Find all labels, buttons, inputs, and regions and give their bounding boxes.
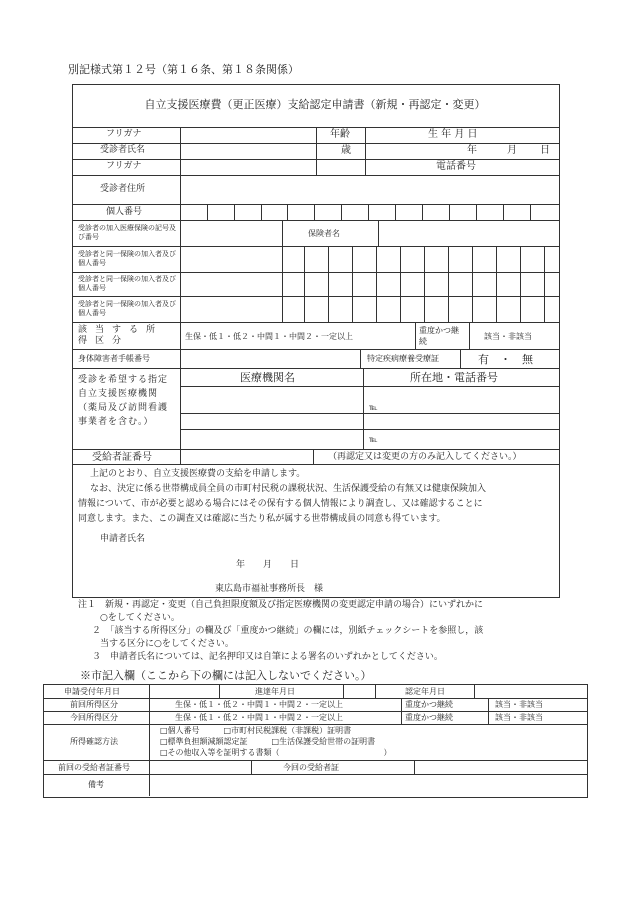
- birth-month-unit: 月: [507, 145, 517, 156]
- note-1: 注１ 新規・再認定・変更（自己負担限度額及び指定医療機関の変更認定申請の場合）にいずれかに: [78, 600, 484, 610]
- form-number: 別記様式第１２号（第１６条、第１８条関係）: [68, 63, 299, 76]
- note-1-cont: ○をしてください。: [100, 613, 180, 623]
- phone-label: 電話番号: [436, 161, 476, 172]
- specific-disease-options[interactable]: 有 ・ 無: [478, 353, 533, 366]
- check-option-row-1: □個人番号 □市町村民税課税（非課税）証明書: [160, 726, 352, 735]
- approved-date-label: 認定年月日: [405, 687, 445, 696]
- certificate-number-label: 受給者証番号: [92, 452, 152, 463]
- income-check-method-label: 所得確認方法: [70, 737, 118, 746]
- consent-line-1: 上記のとおり、自立支援医療費の支給を申請します。: [90, 469, 306, 479]
- previous-severe-label: 重度かつ継続: [405, 700, 453, 709]
- progress-date-label: 進達年月日: [255, 687, 295, 696]
- designated-institution-label: 受診を希望する指定自立支援医療機関（薬局及び訪問看護事業者を含む。）: [78, 375, 169, 427]
- income-class-label: 該当する所得区分: [78, 325, 164, 346]
- insurance-label: 受診者の加入医療保険の記号及び番号: [78, 224, 176, 241]
- personal-number-label: 個人番号: [106, 207, 143, 217]
- age-label: 年齢: [330, 129, 350, 140]
- current-applicable-options: 該当・非該当: [495, 713, 543, 722]
- form-title: 自立支援医療費（更正医療）支給認定申請書（新規・再認定・変更）: [144, 98, 486, 111]
- furigana-label-1: フリガナ: [106, 129, 142, 139]
- birthdate-label: 生 年 月 日: [428, 129, 478, 140]
- disability-card-label: 身体障害者手帳番号: [78, 354, 150, 363]
- applicant-name-label: 申請者氏名: [100, 534, 146, 544]
- check-option-row-3: □その他収入等を証明する書類（ ）: [160, 748, 392, 757]
- age-unit: 歳: [341, 145, 351, 156]
- previous-income-label: 前回所得区分: [70, 700, 118, 709]
- furigana-label-2: フリガナ: [106, 161, 142, 171]
- previous-income-options: 生保・低１・低２・中間１・中間２・一定以上: [175, 700, 343, 709]
- insurer-label: 保険者名: [308, 229, 340, 238]
- remarks-label: 備考: [88, 780, 104, 789]
- tel-label-1: ℡: [369, 403, 378, 412]
- location-phone-label: 所在地・電話番号: [410, 371, 498, 384]
- current-income-options: 生保・低１・低２・中間１・中間２・一定以上: [175, 713, 343, 722]
- application-date: 年 月 日: [236, 560, 300, 570]
- current-income-label: 今回所得区分: [70, 713, 118, 722]
- received-date-label: 申請受付年月日: [64, 687, 120, 696]
- institution-name-label: 医療機関名: [240, 371, 295, 384]
- severe-continuing-options[interactable]: 該当・非該当: [484, 332, 532, 341]
- certificate-note: （再認定又は変更の方のみ記入してください。）: [328, 452, 522, 462]
- previous-cert-label: 前回の受給者証番号: [58, 763, 130, 772]
- city-section-heading: ※市記入欄（ここから下の欄には記入しないでください。）: [80, 669, 372, 682]
- note-2: ２ 「該当する所得区分」の欄及び「重度かつ継続」の欄には，別紙チェックシートを参照し，該: [92, 626, 484, 636]
- addressee: 東広島市福祉事務所長 様: [215, 584, 324, 594]
- household-member-label-2: 受診者と同一保険の加入者及び個人番号: [78, 275, 176, 292]
- birth-year-unit: 年: [467, 145, 477, 156]
- consent-line-4: 同意します。また、この調査又は確認に当たり私が属する世帯構成員の同意も得ています。: [78, 514, 446, 524]
- birth-day-unit: 日: [540, 145, 550, 156]
- note-2-cont: 当する区分に○をしてください。: [100, 639, 234, 649]
- household-member-label-3: 受診者と同一保険の加入者及び個人番号: [78, 300, 176, 317]
- consent-line-3: 情報について、市が必要と認める場合にはその保有する個人情報により調査し、又は確認することに: [78, 499, 483, 509]
- tel-label-2: ℡: [369, 435, 378, 444]
- specific-disease-label: 特定疾病療養受療証: [367, 354, 439, 363]
- check-option-row-2: □標準負担額減額認定証 □生活保護受給世帯の証明書: [160, 737, 376, 746]
- note-3: ３ 申請者氏名については、記名押印又は自筆による署名のいずれかとしてください。: [92, 652, 443, 662]
- household-member-label-1: 受診者と同一保険の加入者及び個人番号: [78, 250, 176, 267]
- previous-applicable-options: 該当・非該当: [495, 700, 543, 709]
- current-severe-label: 重度かつ継続: [405, 713, 453, 722]
- consent-line-2: なお、決定に係る世帯構成員全員の市町村民税の課税状況、生活保護受給の有無又は健康保険加入: [90, 484, 487, 494]
- address-label: 受診者住所: [100, 184, 146, 194]
- patient-name-label: 受診者氏名: [100, 145, 146, 155]
- severe-continuing-label: 重度かつ継続: [419, 326, 459, 346]
- current-cert-label: 今回の受給者証: [283, 763, 339, 772]
- income-class-options[interactable]: 生保・低１・低２・中間１・中間２・一定以上: [185, 332, 353, 341]
